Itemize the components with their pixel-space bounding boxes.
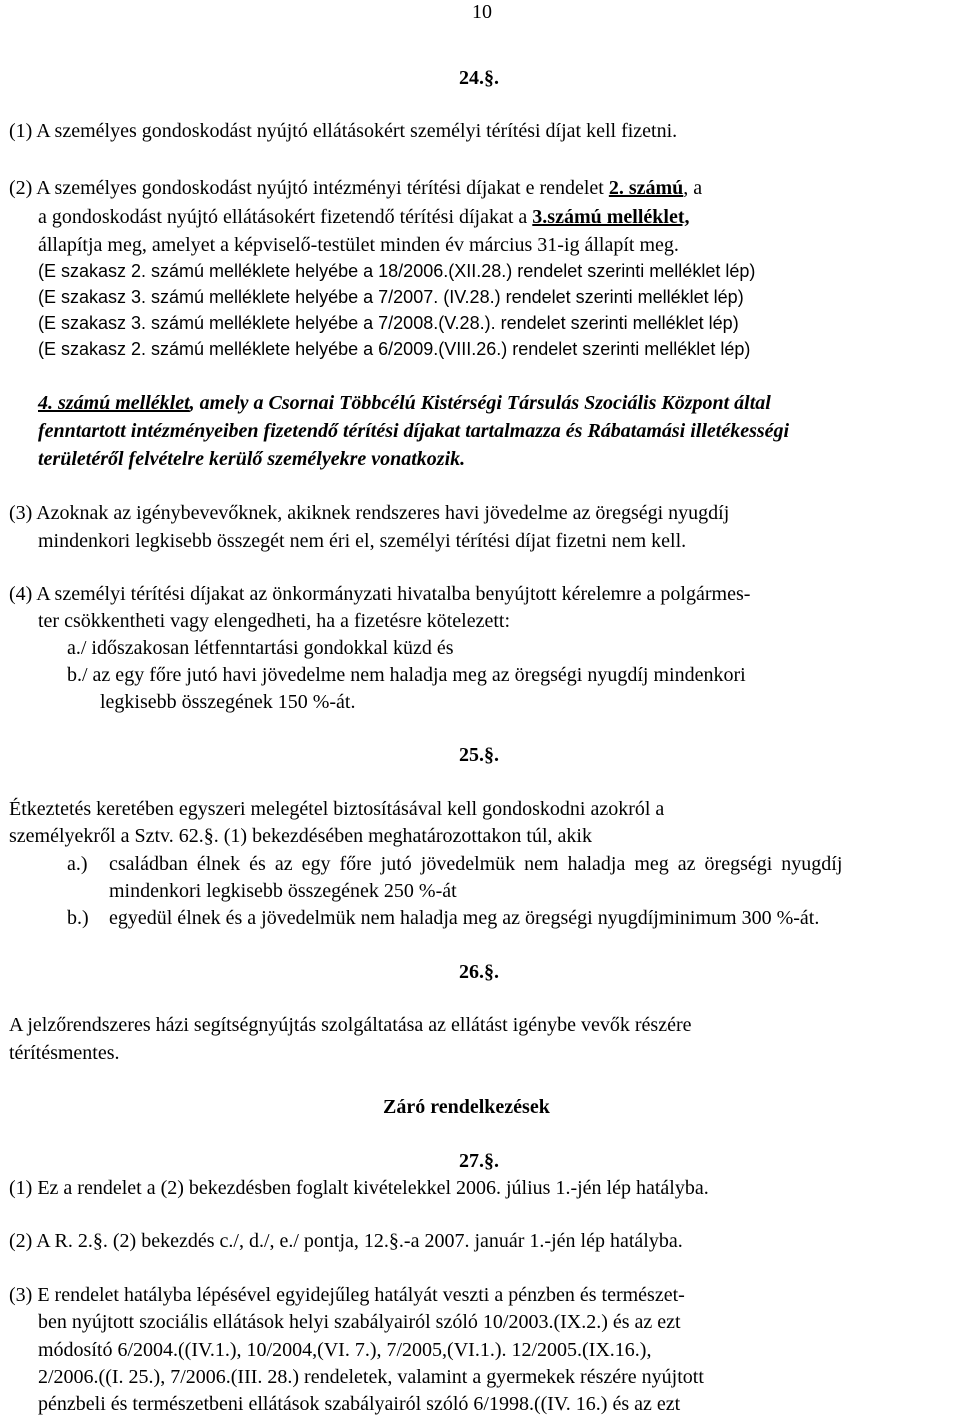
- section-27-paragraph-1: (1) Ez a rendelet a (2) bekezdésben foglalt kivételekkel 2006. július 1.-jén lép hatályba.: [9, 1177, 709, 1199]
- amendment-note-1: (E szakasz 2. számú melléklete helyébe a 18/2006.(XII.28.) rendelet szerinti melléklet lép): [38, 261, 756, 281]
- section-24-paragraph-4-line-1: (4) A személyi térítési díjakat az önkormányzati hivatalba benyújtott kérelemre a polgármes-: [9, 583, 751, 605]
- section-25-line-2: személyekről a Sztv. 62.§. (1) bekezdésében meghatározottakon túl, akik: [9, 825, 592, 847]
- annex-4-note-line-1: [38, 391, 771, 415]
- section-24-paragraph-3-line-1: (3) Azoknak az igénybevevőknek, akiknek rendszeres havi jövedelme az öregségi nyugdíj: [9, 502, 730, 524]
- paragraph-text: , a: [683, 177, 703, 199]
- annex-4-reference: 4. számú melléklet: [38, 392, 190, 414]
- section-27-paragraph-3-line-3: módosító 6/2004.((IV.1.), 10/2004,(VI. 7.), 7/2005,(VI.1.). 12/2005.(IX.16.),: [38, 1339, 652, 1361]
- section-25-line-1: Étkeztetés keretében egyszeri melegétel biztosításával kell gondoskodni azokról a: [9, 798, 665, 820]
- section-25-item-a-line-2: mindenkori legkisebb összegének 250 %-át: [109, 880, 457, 902]
- section-24-paragraph-2-line-2: [38, 205, 689, 229]
- section-27-paragraph-3-line-5: pénzbeli és természetbeni ellátások szabályairól szóló 6/1998.((IV. 16.) és az ezt: [38, 1393, 681, 1415]
- section-26-line-1: A jelzőrendszeres házi segítségnyújtás szolgáltatása az ellátást igénybe vevők részére: [9, 1014, 692, 1036]
- section-24-paragraph-4-line-2: ter csökkentheti vagy elengedheti, ha a fizetésre kötelezett:: [38, 610, 511, 632]
- section-24-item-b-line-2: legkisebb összegének 150 %-át.: [100, 691, 356, 713]
- section-27-paragraph-3-line-1: (3) E rendelet hatályba lépésével egyidejűleg hatályát veszti a pénzben és természet-: [9, 1284, 685, 1306]
- annex-4-note-line-2: fenntartott intézményeiben fizetendő térítési díjakat tartalmazza és Rábatamási illetékességi: [38, 420, 790, 442]
- section-24-paragraph-1: (1) A személyes gondoskodást nyújtó ellátásokért személyi térítési díjat kell fizetni.: [9, 120, 678, 142]
- annex-2-reference: 2. számú: [608, 177, 684, 199]
- amendment-note-2: (E szakasz 3. számú melléklete helyébe a 7/2007. (IV.28.) rendelet szerinti melléklet lép): [38, 287, 744, 307]
- section-24-heading: 24.§.: [459, 67, 499, 89]
- page-number: 10: [472, 1, 492, 23]
- amendment-note-3: (E szakasz 3. számú melléklete helyébe a 7/2008.(V.28.). rendelet szerinti melléklet lép): [38, 313, 739, 333]
- paragraph-text: a gondoskodást nyújtó ellátásokért fizetendő térítési díjakat a: [38, 206, 533, 228]
- section-27-paragraph-3-line-4: 2/2006.((I. 25.), 7/2006.(III. 28.) rendeletek, valamint a gyermekek részére nyújtott: [38, 1366, 704, 1388]
- section-24-paragraph-2-line-1: [9, 176, 702, 200]
- section-24-item-b-line-1: b./ az egy főre jutó havi jövedelme nem haladja meg az öregségi nyugdíj mindenkori: [67, 664, 746, 686]
- annex-4-text: , amely a Csornai Többcélú Kistérségi Társulás Szociális Központ által: [189, 392, 771, 414]
- section-25-item-a-marker: a.): [67, 853, 88, 875]
- section-27-paragraph-2: (2) A R. 2.§. (2) bekezdés c./, d./, e./ pontja, 12.§.-a 2007. január 1.-jén lép hatályba.: [9, 1230, 683, 1252]
- section-27-heading: 27.§.: [459, 1150, 499, 1172]
- annex-4-note-line-3: területéről felvételre kerülő személyekre vonatkozik.: [38, 448, 466, 470]
- section-24-paragraph-3-line-2: mindenkori legkisebb összegét nem éri el, személyi térítési díjat fizetni nem kell.: [38, 530, 687, 552]
- section-24-item-a: a./ időszakosan létfenntartási gondokkal küzd és: [67, 637, 454, 659]
- section-25-heading: 25.§.: [459, 744, 499, 766]
- section-25-item-b-marker: b.): [67, 907, 89, 929]
- section-26-heading: 26.§.: [459, 961, 499, 983]
- paragraph-text: (2) A személyes gondoskodást nyújtó intézményi térítési díjakat e rendelet: [9, 177, 609, 199]
- section-27-paragraph-3-line-2: ben nyújtott szociális ellátások helyi szabályairól szóló 10/2003.(IX.2.) és az ezt: [38, 1311, 681, 1333]
- section-26-line-2: térítésmentes.: [9, 1042, 120, 1064]
- section-25-item-a-line-1: családban élnek és az egy főre jutó jövedelmük nem haladja meg az öregségi nyugdíj: [109, 853, 843, 875]
- closing-provisions-heading: Záró rendelkezések: [383, 1096, 550, 1118]
- section-25-item-b-line-1: egyedül élnek és a jövedelmük nem haladja meg az öregségi nyugdíjminimum 300 %-át.: [109, 907, 820, 929]
- annex-3-reference: 3.számú melléklet,: [532, 206, 690, 228]
- amendment-note-4: (E szakasz 2. számú melléklete helyébe a 6/2009.(VIII.26.) rendelet szerinti melléklet lép): [38, 339, 751, 359]
- section-24-paragraph-2-line-3: állapítja meg, amelyet a képviselő-testület minden év március 31-ig állapít meg.: [38, 234, 679, 256]
